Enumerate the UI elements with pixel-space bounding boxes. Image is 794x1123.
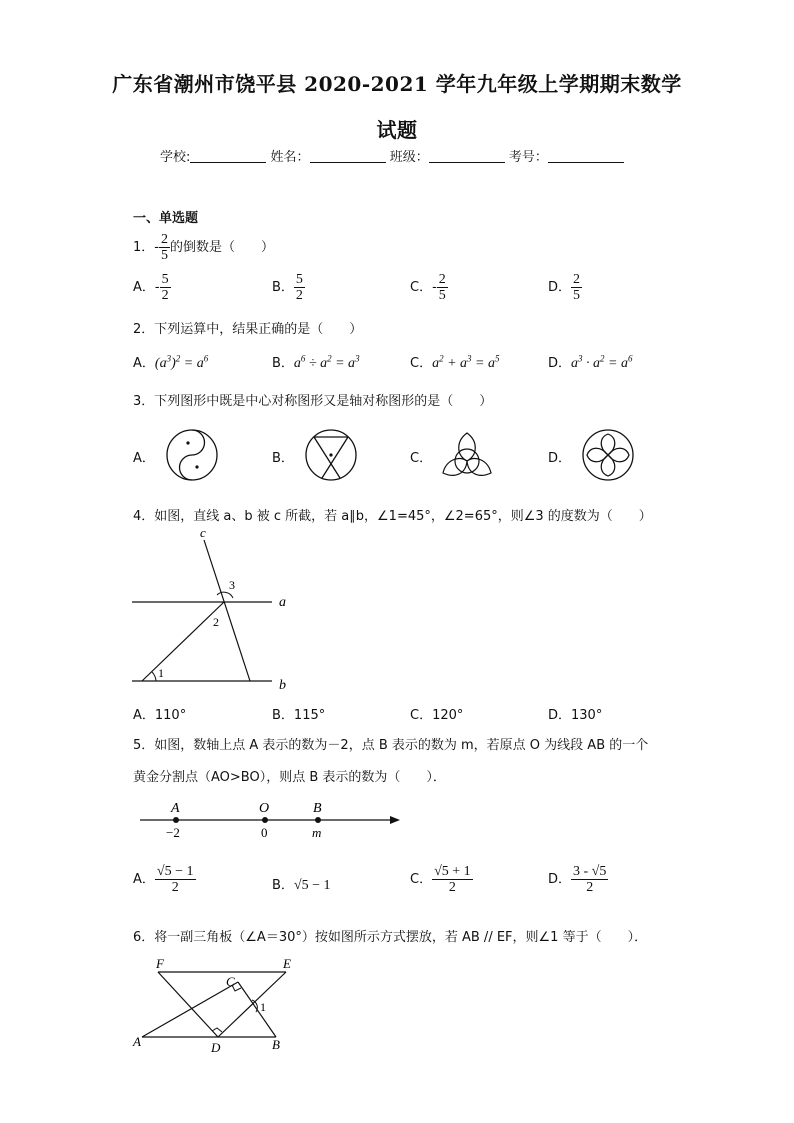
- q1-d-letter: D．: [548, 280, 572, 295]
- name-blank[interactable]: [310, 149, 386, 163]
- q3-option-b-label[interactable]: B．: [272, 451, 294, 466]
- q1-b-den: 2: [295, 288, 303, 303]
- q5-a-num: √5 − 1: [156, 864, 194, 879]
- triangle-boards-figure: [130, 955, 300, 1055]
- point-o-label: O: [259, 801, 270, 816]
- q1-a-frac: [160, 272, 171, 303]
- q2-b-letter: B．: [272, 356, 294, 371]
- point-f-label: F: [156, 956, 164, 971]
- q1-b-frac: [294, 272, 305, 303]
- q1-a-sign: -: [154, 280, 160, 295]
- q1-option-c[interactable]: [410, 272, 448, 303]
- point-a-value: −2: [166, 825, 180, 840]
- question-1: [133, 232, 274, 263]
- label-b: b: [279, 678, 286, 693]
- q1-b-num: 5: [295, 272, 303, 287]
- q1-fraction: [159, 232, 170, 263]
- point-o-value: 0: [261, 825, 268, 840]
- q1-c-den: 5: [438, 288, 446, 303]
- label-a: a: [279, 595, 286, 610]
- q1-text: 的倒数是（ ）: [169, 240, 274, 255]
- q2-option-b[interactable]: [272, 352, 360, 372]
- q4-option-c[interactable]: C．120°: [410, 708, 464, 723]
- q1-num: 2: [160, 232, 168, 247]
- q5-d-den: 2: [586, 880, 594, 895]
- q1-c-num: 2: [438, 272, 446, 287]
- q3-option-c-label[interactable]: C．: [410, 451, 433, 466]
- q1-option-a[interactable]: [133, 272, 171, 303]
- q1-d-den: 5: [573, 288, 581, 303]
- q1-d-num: 2: [573, 272, 581, 287]
- q2-b-expr: $a^6 \div a^2 = a^3$: [293, 353, 360, 371]
- q1-sign: -: [154, 240, 159, 255]
- q5-c-num: √5 + 1: [434, 864, 471, 879]
- q2-a-letter: A．: [133, 356, 155, 371]
- angle-1-label: 1: [158, 666, 164, 680]
- exam-title-line2: 试题: [376, 118, 418, 142]
- q5-option-c[interactable]: [410, 864, 473, 895]
- q5-option-a[interactable]: [133, 864, 196, 895]
- point-c-label: C: [226, 974, 235, 989]
- q1-a-den: 2: [161, 288, 169, 303]
- q2-a-expr: $(a^3)^2 = a^6$: [154, 353, 209, 371]
- q4-option-a[interactable]: A．110°: [133, 708, 187, 723]
- q1-den: 5: [160, 248, 168, 263]
- section-heading: 一、单选题: [133, 211, 199, 226]
- q2-option-c[interactable]: [410, 352, 499, 372]
- point-b-label-q6: B: [272, 1037, 280, 1052]
- name-label: 姓名：: [270, 150, 310, 165]
- question-6: 6．将一副三角板（∠A＝30°）按如图所示方式摆放，若 AB // EF，则∠1 等于（ ）．: [133, 930, 648, 945]
- class-blank[interactable]: [429, 149, 505, 163]
- question-5-line1: 5．如图，数轴上点 A 表示的数为－2，点 B 表示的数为 m，若原点 O 为线段 AB 的一个: [133, 738, 649, 753]
- angle-2-label: 2: [213, 615, 219, 629]
- q2-c-letter: C．: [410, 356, 433, 371]
- q2-d-letter: D．: [548, 356, 572, 371]
- line-c: [204, 540, 250, 681]
- parallel-lines-figure: [128, 525, 298, 695]
- student-info-row: [160, 146, 624, 165]
- exam-title-line1: 广东省潮州市饶平县 2020-2021 学年九年级上学期期末数学: [112, 72, 682, 96]
- q1-c-frac: [437, 272, 448, 303]
- q2-option-d[interactable]: [548, 352, 632, 372]
- q4-option-d[interactable]: D．130°: [548, 708, 603, 723]
- q1-b-letter: B．: [272, 280, 294, 295]
- q2-c-expr: $a^2 + a^3 = a^5$: [432, 353, 500, 371]
- number-blank[interactable]: [548, 149, 624, 163]
- q5-c-den: 2: [448, 880, 456, 895]
- q5-d-letter: D．: [548, 872, 572, 887]
- trefoil-figure[interactable]: [438, 427, 496, 485]
- yin-yang-figure[interactable]: [164, 427, 220, 483]
- point-a-label: A: [171, 801, 180, 816]
- q5-d-frac: [571, 864, 608, 895]
- q3-option-a-label[interactable]: A．: [133, 451, 155, 466]
- school-label: 学校:: [160, 150, 191, 165]
- q5-option-d[interactable]: [548, 864, 608, 895]
- q2-d-expr: $a^3 \cdot a^2 = a^6$: [571, 353, 633, 371]
- q5-a-den: 2: [171, 880, 179, 895]
- q5-b-expr: √5 − 1: [293, 878, 331, 893]
- circle-star-figure[interactable]: [303, 427, 359, 483]
- number-label: 考号：: [508, 150, 548, 165]
- question-2: 2．下列运算中，结果正确的是（ ）: [133, 322, 363, 337]
- question-3: 3．下列图形中既是中心对称图形又是轴对称图形的是（ ）: [133, 394, 493, 409]
- question-5-line2: 黄金分割点（AO>BO），则点 B 表示的数为（ ）．: [133, 770, 446, 785]
- q1-a-letter: A．: [133, 280, 155, 295]
- angle-1-label-q6: 1: [260, 1000, 266, 1014]
- q1-option-b[interactable]: [272, 272, 305, 303]
- point-b-label: B: [313, 801, 322, 816]
- q5-c-letter: C．: [410, 872, 433, 887]
- q5-option-b[interactable]: [272, 874, 331, 894]
- point-a-label-q6: A: [133, 1034, 141, 1049]
- point-b: [315, 817, 321, 823]
- q5-d-num: 3 - √5: [573, 864, 607, 879]
- q1-number: 1．: [133, 240, 155, 255]
- class-label: 班级：: [389, 150, 429, 165]
- point-o: [262, 817, 268, 823]
- q1-c-sign: -: [432, 280, 437, 295]
- q5-a-frac: [155, 864, 196, 895]
- school-blank[interactable]: [190, 149, 266, 163]
- q4-option-b[interactable]: B．115°: [272, 708, 326, 723]
- q5-b-letter: B．: [272, 878, 294, 893]
- point-e-label: E: [283, 956, 291, 971]
- four-petal-figure[interactable]: [580, 427, 636, 483]
- q1-d-frac: [571, 272, 582, 303]
- q1-option-d[interactable]: [548, 272, 582, 303]
- q3-option-d-label[interactable]: D．: [548, 451, 572, 466]
- question-4: 4．如图，直线 a、b 被 c 所截，若 a∥b，∠1=45°，∠2=65°，则∠3 的度数为（ ）: [133, 509, 652, 524]
- angle-3-label: 3: [229, 578, 235, 592]
- point-a: [173, 817, 179, 823]
- q1-a-num: 5: [161, 272, 169, 287]
- q1-c-letter: C．: [410, 280, 433, 295]
- transversal: [142, 602, 224, 681]
- label-c: c: [200, 525, 206, 540]
- point-b-value: m: [312, 825, 322, 840]
- number-line-figure: [138, 795, 403, 840]
- q5-c-frac: [432, 864, 473, 895]
- point-d-label: D: [211, 1040, 221, 1055]
- q2-option-a[interactable]: [133, 352, 208, 372]
- q5-a-letter: A．: [133, 872, 155, 887]
